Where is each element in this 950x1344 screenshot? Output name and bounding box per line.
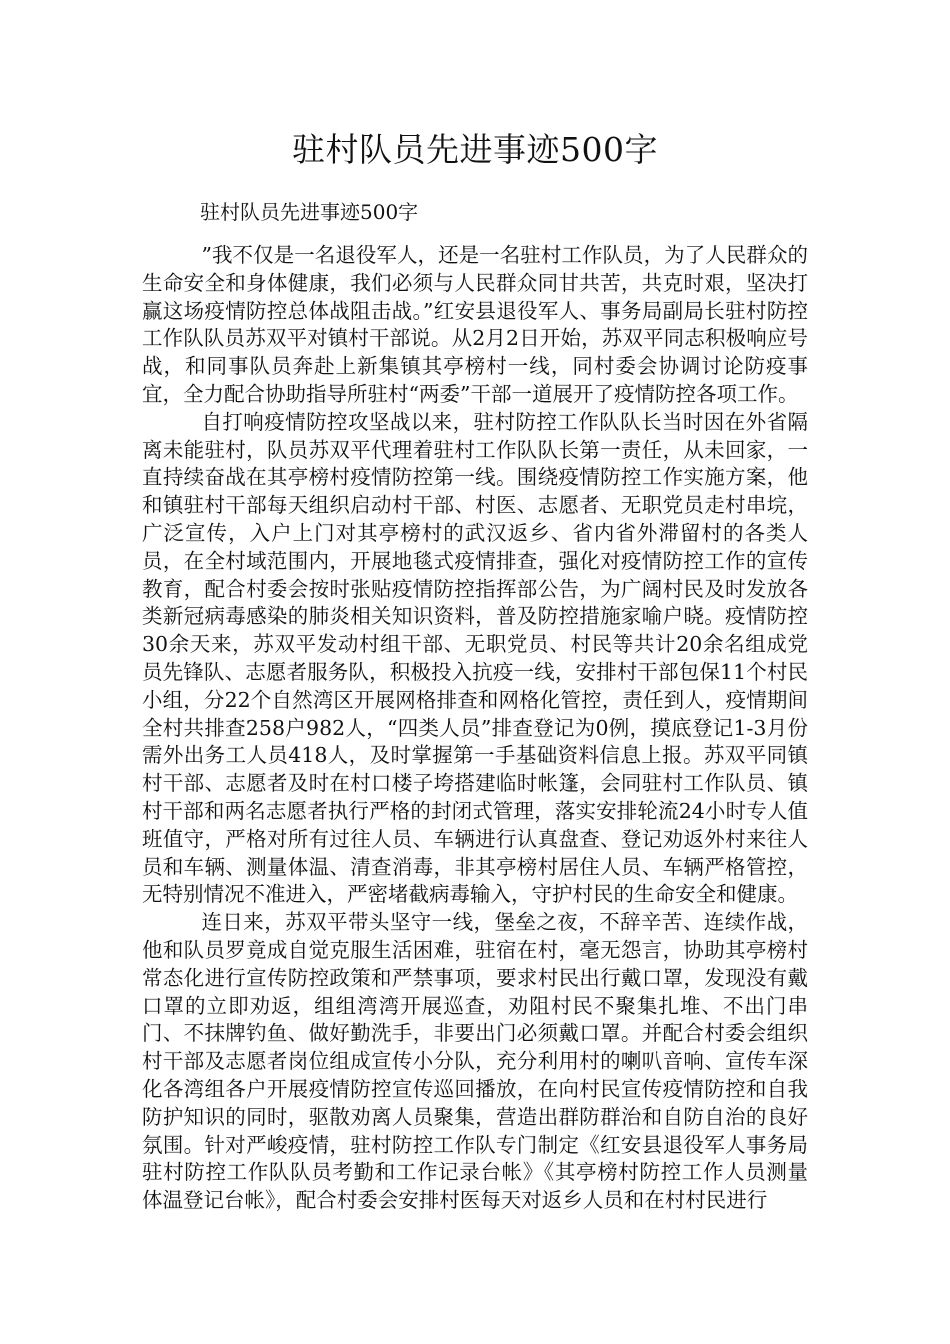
body-paragraph-1: ”我不仅是一名退役军人，还是一名驻村工作队员，为了人民群众的生命安全和身体健康，我们必须与人民群众同甘共苦，共克时艰，坚决打赢这场疫情防控总体战阻击战。”红安县退役军人、事务局副局长驻村防控工作队队员苏双平对镇村干部说。从2月2日开始，苏双平同志积极响应号战，和同事队员奔赴上新集镇其亭榜村一线，同村委会协调讨论防疫事宜，全力配合协助指导所驻村“两委”干部一道展开了疫情防控各项工作。 — [142, 243, 808, 406]
document-body — [142, 242, 808, 1215]
body-paragraph-2: 自打响疫情防控攻坚战以来，驻村防控工作队队长当时因在外省隔离未能驻村，队员苏双平代理着驻村工作队队长第一责任，从未回家，一直持续奋战在其亭榜村疫情防控第一线。围绕疫情防控工作实施方案，他和镇驻村干部每天组织启动村干部、村医、志愿者、无职党员走村串垸，广泛宣传，入户上门对其亭榜村的武汉返乡、省内省外滞留村的各类人员，在全村域范围内，开展地毯式疫情排查，强化对疫情防控工作的宣传教育，配合村委会按时张贴疫情防控指挥部公告，为广阔村民及时发放各类新冠病毒感染的肺炎相关知识资料，普及防控措施家喻户晓。疫情防控30余天来，苏双平发动村组干部、无职党员、村民等共计20余名组成党员先锋队、志愿者服务队，积极投入抗疫一线，安排村干部包保11个村民小组，分22个自然湾区开展网格排查和网格化管控，责任到人，疫情期间全村共排查258户982人，“四类人员”排查登记为0例，摸底登记1-3月份需外出务工人员418人，及时掌握第一手基础资料信息上报。苏双平同镇村干部、志愿者及时在村口楼子垮搭建临时帐篷，会同驻村工作队员、镇村干部和两名志愿者执行严格的封闭式管理，落实安排轮流24小时专人值班值守，严格对所有过往人员、车辆进行认真盘查、登记劝返外村来往人员和车辆、测量体温、清查消毒，非其亭榜村居住人员、车辆严格管控，无特别情况不准进入，严密堵截病毒输入，守护村民的生命安全和健康。 — [142, 409, 808, 907]
document-title: 驻村队员先进事迹500字 — [292, 130, 658, 169]
document-subtitle: 驻村队员先进事迹500字 — [200, 200, 419, 224]
body-paragraph-3: 连日来，苏双平带头坚守一线，堡垒之夜，不辞辛苦、连续作战，他和队员罗竟成自觉克服生活困难，驻宿在村，毫无怨言，协助其亭榜村常态化进行宣传防控政策和严禁事项，要求村民出行戴口罩，发现没有戴口罩的立即劝返，组组湾湾开展巡查，劝阻村民不聚集扎堆、不出门串门、不抹牌钓鱼、做好勤洗手，非要出门必须戴口罩。并配合村委会组织村干部及志愿者岗位组成宣传小分队，充分利用村的喇叭音响、宣传车深化各湾组各户开展疫情防控宣传巡回播放，在向村民宣传疫情防控和自我防护知识的同时，驱散劝离人员聚集，营造出群防群治和自防自治的良好氛围。针对严峻疫情，驻村防控工作队专门制定《红安县退役军人事务局驻村防控工作队队员考勤和工作记录台帐》《其亭榜村防控工作人员测量体温登记台帐》，配合村委会安排村医每天对返乡人员和在村村民进行 — [142, 910, 808, 1213]
